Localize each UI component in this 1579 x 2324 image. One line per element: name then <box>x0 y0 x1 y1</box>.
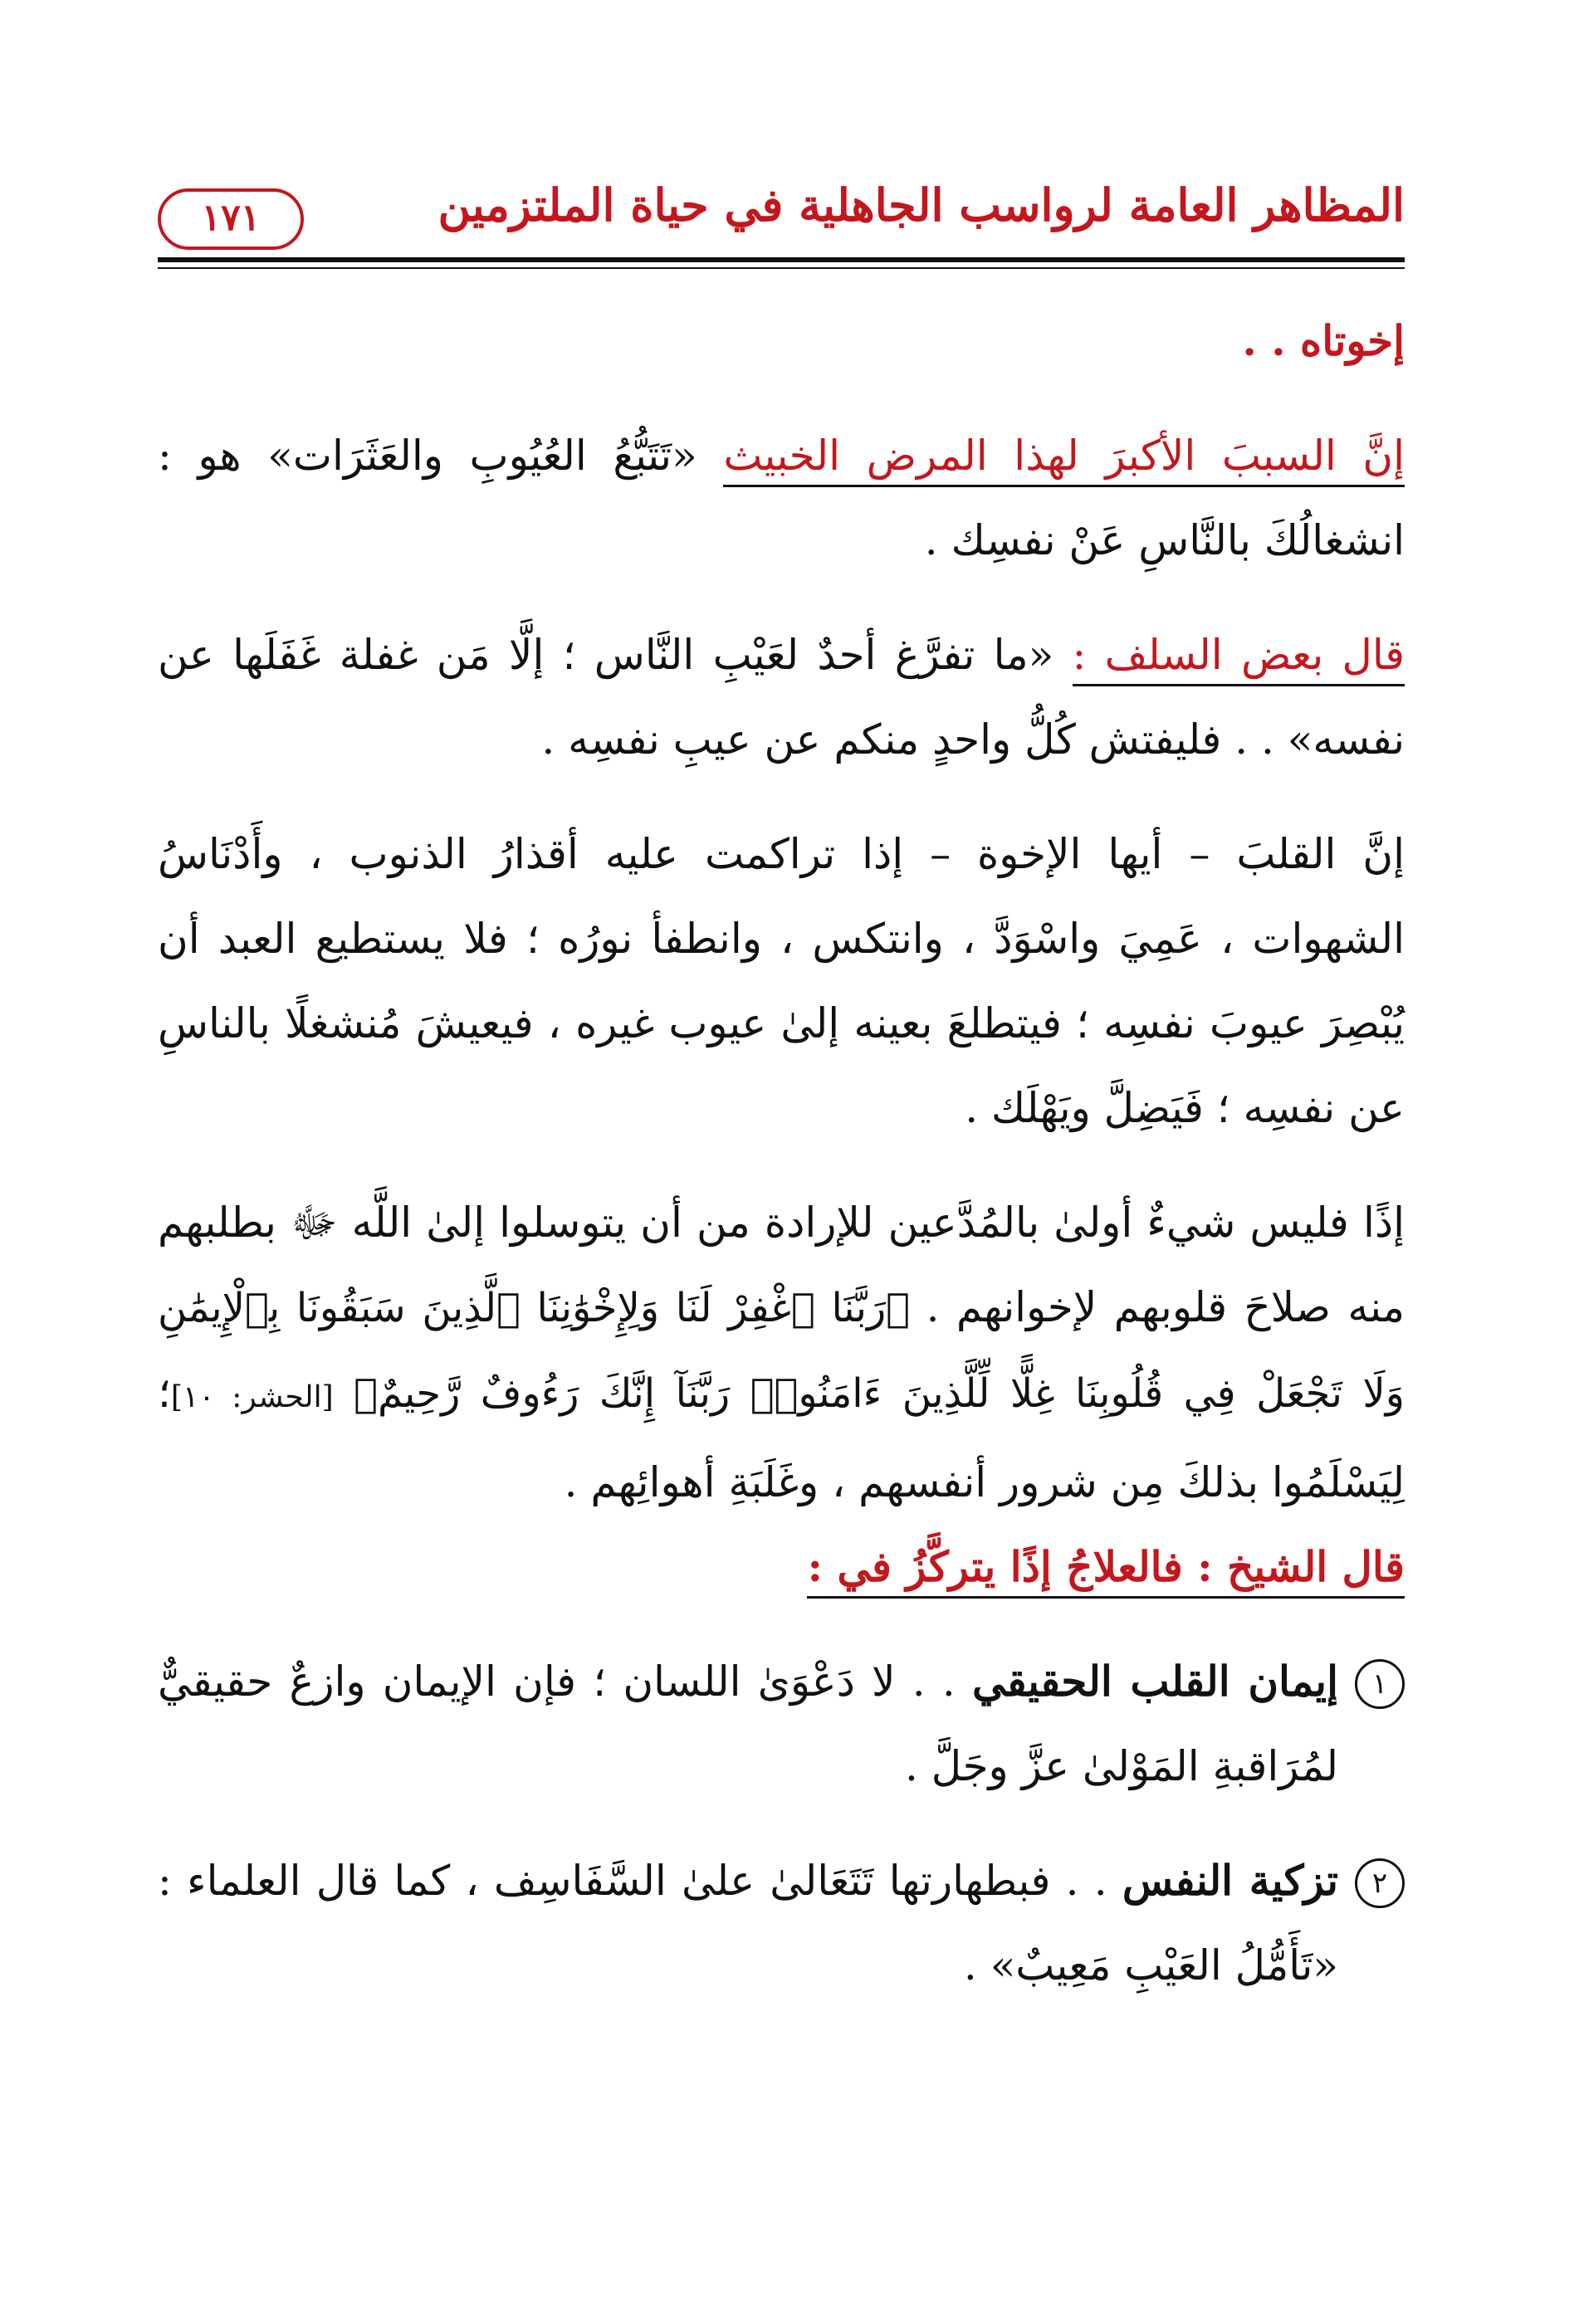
paragraph-text: إذًا فليس شيءٌ أولىٰ بالمُدَّعين للإرادة من أن يتوسلوا إلىٰ اللَّه ﷻ بطلبهم منه صلاحَ قلوبهم لإخوانهم . <box>158 1199 1405 1331</box>
running-title: المظاهر العامة لرواسب الجاهلية في حياة الملتزمين <box>438 178 1405 232</box>
header-rule-thin <box>158 267 1405 269</box>
item-text: . . لا دَعْوَىٰ اللسان ؛ فإن الإيمان وازعٌ حقيقيٌّ لمُرَاقبةِ المَوْلىٰ عزَّ وجَلَّ . <box>158 1658 1338 1790</box>
page-body <box>158 299 1405 2008</box>
highlight-phrase: إنَّ السببَ الأكبرَ لهذا المرض الخبيث <box>723 432 1405 487</box>
page-number-badge: ١٧١ <box>158 188 304 250</box>
item-title: تزكية النفس <box>1122 1856 1338 1905</box>
item-number-circle: ٢ <box>1355 1858 1405 1908</box>
list-item <box>158 1838 1405 2008</box>
verse-reference: [الحشر: ١٠] <box>170 1380 334 1414</box>
quran-verse: ﴿رَبَّنَا ٱغْفِرْ لَنَا وَلِإِخْوَٰنِنَا ٱلَّذِينَ سَبَقُونَا بِٱلْإِيمَٰنِ وَلَا تَجْعَلْ فِي قُلُوبِنَا غِلًّا لِّلَّذِينَ ءَامَنُوا۟ رَبَّنَآ إِنَّكَ رَءُوفٌ رَّحِيمٌ﴾ <box>158 1285 1405 1417</box>
opening-call: إخوتاه . . <box>1242 316 1405 365</box>
list-item <box>158 1639 1405 1809</box>
paragraph-cause <box>158 413 1405 583</box>
page-header <box>158 170 1405 253</box>
paragraph-text: «ما تفرَّغ أحدٌ لعَيْبِ النَّاس ؛ إلَّا مَن غفلة غَفَلَها عن نفسه» . . فليفتش كُلُّ واحدٍ منكم عن عيبِ نفسِه . <box>158 631 1405 764</box>
paragraph-salaf-quote <box>158 613 1405 782</box>
section-heading-text: قال الشيخ : فالعلاجُ إذًا يتركَّزُ في : <box>807 1542 1405 1599</box>
section-heading <box>158 1525 1405 1609</box>
item-title: إيمان القلب الحقيقي <box>972 1657 1338 1706</box>
paragraph-heart: إنَّ القلبَ – أيها الإخوة – إذا تراكمت عليه أقذارُ الذنوب ، وأَدْنَاسُ الشهوات ، عَمِيَ واسْوَدَّ ، وانتكس ، وانطفأ نورُه ؛ فلا يستطيع العبد أن يُبْصِرَ عيوبَ نفسِه ؛ فيتطلعَ بعينه إلىٰ عيوب غيره ، فيعيشَ مُنشغلًا بالناسِ عن نفسِه ؛ فَيَضِلَّ ويَهْلَك . <box>158 830 1405 1132</box>
item-text: . . فبطهارتها تَتَعَالىٰ علىٰ السَّفَاسِف ، كما قال العلماء : «تَأَمُّلُ العَيْبِ مَعِيبٌ» . <box>158 1857 1338 1990</box>
header-rule-thick <box>158 257 1405 262</box>
highlight-phrase: قال بعض السلف : <box>1073 631 1405 686</box>
paragraph-text: «تَتَبُّعُ العُيُوبِ والعَثَرَات» هو : انشغالُكَ بالنَّاسِ عَنْ نفسِك . <box>158 432 1405 564</box>
paragraph-quran <box>158 1180 1405 1525</box>
paragraph-text: ؛ لِيَسْلَمُوا بذلكَ مِن شرور أنفسهم ، وغَلَبَةِ أهوائِهم . <box>158 1369 1405 1506</box>
item-number-circle: ١ <box>1355 1659 1405 1709</box>
